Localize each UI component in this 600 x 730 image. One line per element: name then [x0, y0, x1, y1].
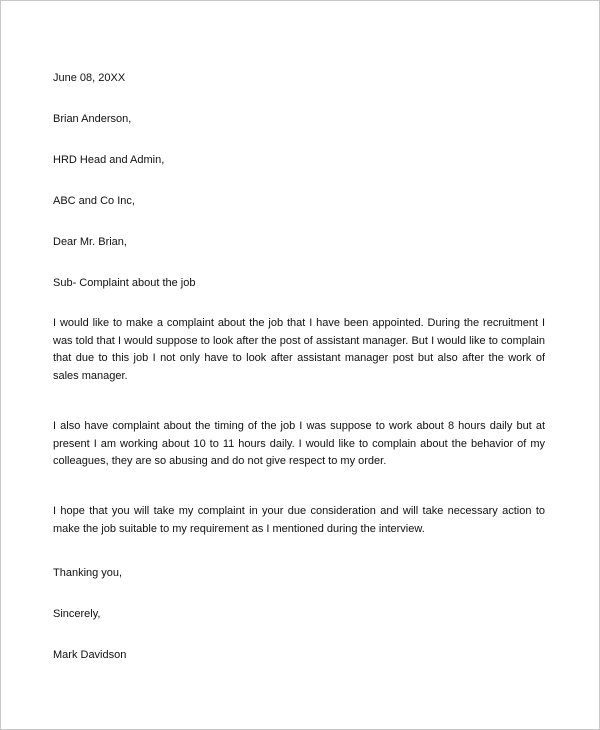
recipient-company: ABC and Co Inc,	[53, 195, 135, 207]
body-paragraph-2: I also have complaint about the timing of the job I was suppose to work about 8 hours daily but at present I am working about 10 to 11 hours daily. I would like to complain about the behavior of my colleagues, they are so abusing and do not give respect to my order.	[53, 420, 545, 467]
closing-sincerely: Sincerely,	[53, 608, 101, 620]
salutation: Dear Mr. Brian,	[53, 236, 127, 248]
recipient-title: HRD Head and Admin,	[53, 154, 165, 166]
closing-thanks: Thanking you,	[53, 567, 123, 579]
sender-name: Mark Davidson	[53, 649, 127, 661]
subject-line: Sub- Complaint about the job	[53, 277, 196, 289]
body-paragraph-3: I hope that you will take my complaint in your due consideration and will take necessary action to make the job suitable to my requirement as I mentioned during the interview.	[53, 505, 545, 535]
body-paragraph-1: I would like to make a complaint about the job that I have been appointed. During the recruitment I was told that I would suppose to look after the post of assistant manager. But I would like to complain that due to this job I not only have to look after assistant manager post but also after the work of sales manager.	[53, 317, 545, 382]
letter-date: June 08, 20XX	[53, 72, 126, 84]
recipient-name: Brian Anderson,	[53, 113, 132, 125]
